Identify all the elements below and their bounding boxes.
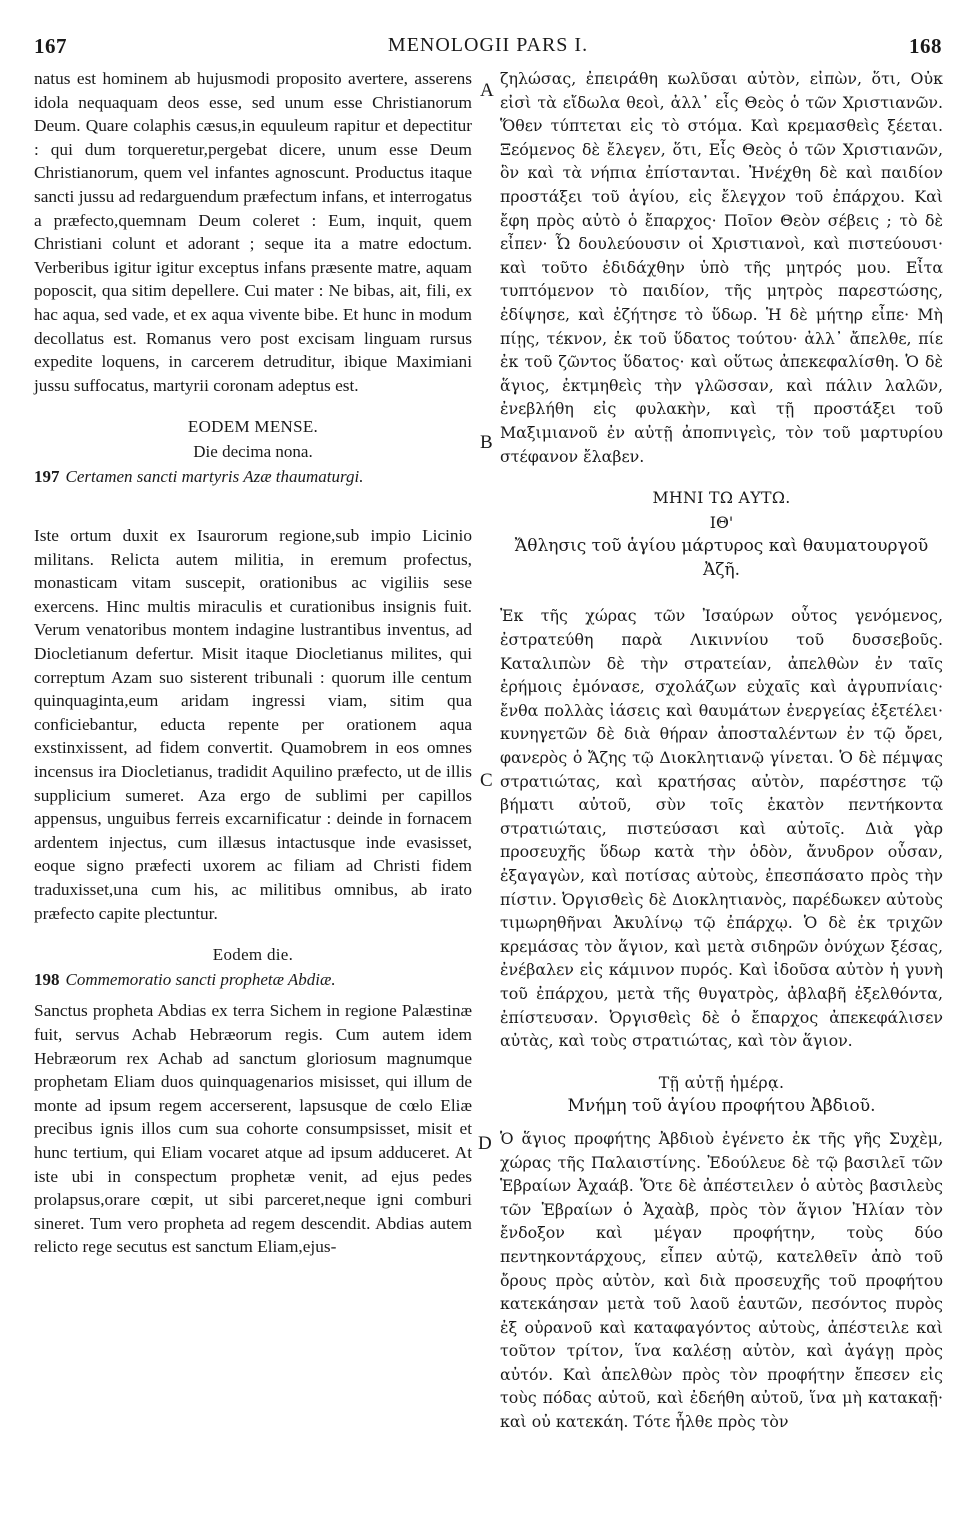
latin-article-198-heading [34, 968, 472, 992]
greek-section-title: ΜΗΝΙ ΤΩ ΑΥΤΩ. [652, 488, 791, 508]
latin-paragraph-1: natus est hominem ab hujusmodi proposito avertere, asserens idola nequaquam deos esse, sed unum esse Christianorum Deum. Quare colaphis cæsus,in equuleum rapitur et depectitur : qui dum torqueretur,pergebat dicere, unum esse Deum Christianorum, quem vel infantes agnoscunt. Productus itaque sancti jussu ad redarguendum præfectum infans, et interrogatus a præfecto,quemnam Deum coleret : Eum, inquit, quem Christiani colunt et adorant ; seque ita a matre edoctum. Verberibus igitur igitur exceptus infans præsente matre, aquam poposcit, qua sitim depellere. Cui mater : Ne bibas, ait, fili, ex hac aqua, sed vade, et ex aqua vivente bibe. Et hunc in modum decollatus est. Romanus vero post excisam linguam rursus expedite loquens, in carcerem detruditur, ibique Maximiani jussu suffocatus, martyrii coronam adeptus est. [34, 69, 472, 395]
latin-section-title: EODEM MENSE. [187, 417, 319, 437]
latin-section-2-title: Eodem die. [212, 945, 294, 965]
margin-letter-c: C [480, 770, 493, 791]
running-head: MENOLOGII PARS I. [387, 34, 589, 56]
article-number: 198 [34, 969, 60, 989]
latin-paragraph-3: Sanctus propheta Abdias ex terra Sichem in regione Palæstinæ fuit, servus Achab Hebræorum regis. Cum autem idem Hebræorum rex Achab ad sanctum gloriosum magnumque prophetam Eliam duos quinquagenarios misisset, qui illum de monte ad ipsum regem accerserent, lapsusque de cœlo Eliæ precibus ignis illos cum sua cohorte consumpsisset, misit et hunc tertium, qui Eliam vocaret atque ad ipsum adduceret. At iste ubi in conspectum prophetæ venit, ad ejus pedes prolapsus,orare cœpit, ut sibi parceret,neque igni comburi sineret. Tum vero propheta ad regem descendit. Abdias autem relicto rege secutus est sanctum Eliam,ejus- [34, 1001, 472, 1257]
page-number-right: 168 [909, 34, 942, 58]
article-title: Commemoratio sancti prophetæ Abdiæ. [65, 969, 336, 989]
latin-column [34, 67, 472, 1259]
article-number: 197 [34, 466, 60, 486]
greek-paragraph-2: Ἐκ τῆς χώρας τῶν Ἰσαύρων οὗτος γενόμενος, ἐστρατεύθη παρὰ Λικιννίου τοῦ δυσσεβοῦς. Καταλιπὼν δὲ τὴν στρατείαν, ἀπελθὼν ἐν ταῖς ἐρήμοις ἐμόνασε, σχολάζων εὐχαῖς καὶ ἀγρυπνίαις· ἔνθα πολλὰς ἰάσεις καὶ θαυμάτων ἐνεργείας ἐξετέλει· κυνηγετῶν δὲ διὰ θήραν ἀποσταλέντων ἐν τῷ ὄρει, φανερὸς ὁ Ἄζης τῷ Διοκλητιανῷ γίνεται. Ὁ δὲ πέμψας στρατιώτας, καὶ κρατήσας αὐτὸν, παρέστησε τῷ βήματι αὐτοῦ, σὺν τοῖς ἑκατὸν πεντήκοντα στρατιώταις, πιστεύσασι καὶ αὐτοῖς. Διὰ γὰρ προσευχῆς ὕδωρ κατὰ τὴν ὁδὸν, ἄνυδρον οὖσαν, ἐξαγαγὼν, καὶ ποτίσας αὐτοὺς, ἐπεσπάσατο πρὸς τὴν πίστιν. Ὀργισθεὶς δὲ Διοκλητιανὸς, παρέδωκεν αὐτοὺς τιμωρηθῆναι Ἀκυλίνῳ τῷ ἐπάρχῳ. Ὁ δὲ ἐκ τριχῶν κρεμάσας τὸν ἅγιον, καὶ μετὰ σιδηρῶν ὀνύχων ξέσας, ἐνέβαλεν εἰς κάμινον πυρός. Καὶ ἰδοῦσα αὐτὸν ἡ γυνὴ τοῦ ἐπάρχου, μετὰ τῆς θυγατρὸς, ἀβλαβῆ ἐξελθόντα, ἐπίστευσαν. Ὀργισθεὶς δὲ ὁ ἔπαρχος ἀπεκεφάλισεν αὐτὰς, καὶ τοὺς στρατιώτας, καὶ τὸν ἅγιον. [500, 606, 943, 1051]
greek-paragraph-3: Ὁ ἅγιος προφήτης Ἀβδιοὺ ἐγένετο ἐκ τῆς γῆς Συχὲμ, χώρας τῆς Παλαιστίνης. Ἐδούλευε δὲ τῷ βασιλεῖ τῶν Ἑβραίων Ἀχαάβ. Ὅτε δὲ ἀπέστειλεν ὁ αὐτὸς βασιλεὺς τῶν Ἑβραίων ὁ Ἀχαὰβ, πρὸς τὸν ἅγιον Ἠλίαν τὸν ἔνδοξον καὶ μέγαν προφήτην, τοὺς δύο πεντηκοντάρχους, εἶπεν αὐτῷ, κατελθεῖν ἀπὸ τοῦ ὄρους πρὸς αὐτὸν, καὶ διὰ προσευχῆς τοῦ προφήτου κατεκάησαν μετὰ τοῦ λαοῦ ἑαυτῶν, πεσόντος πυρὸς ἐξ οὐρανοῦ καὶ καταφαγόντος αὐτοὺς, ἀπέστειλε καὶ τοῦτον τρίτον, ἵνα καλέσῃ αὐτὸν, καὶ ἀγάγῃ πρὸς αὐτόν. Καὶ ἀπελθὼν πρὸς τὸν προφήτην ἔπεσεν εἰς τοὺς πόδας αὐτοῦ, καὶ ἐδεήθη αὐτοῦ, ἵνα μὴ κατακαῇ· καὶ οὐ κατεκάη. Τότε ἦλθε πρὸς τὸν [500, 1128, 943, 1432]
latin-article-197-heading [34, 465, 472, 489]
margin-letter-d: D [478, 1133, 492, 1154]
margin-letter-a: A [480, 80, 494, 101]
greek-paragraph-1: ζηλώσας, ἐπειράθη κωλῦσαι αὐτὸν, εἰπὼν, ὅτι, Οὐκ εἰσὶ τὰ εἴδωλα θεοὶ, ἀλλ᾽ εἷς Θεὸς ὁ τῶν Χριστιανῶν. Ὅθεν τύπτεται εἰς τὸ στόμα. Καὶ κρεμασθεὶς ξέεται. Ξεόμενος δὲ ἔλεγεν, ὅτι, Εἷς Θεὸς ὁ τῶν Χριστιανῶν, ὃν καὶ τὰ νήπια ἐπίστανται. Ἠνέχθη δὲ καὶ παιδίον προστάξει τοῦ ἁγίου, εἰς ἔλεγχον τοῦ ἐπάρχου. Καὶ ἔφη πρὸς αὐτὸ ὁ ἔπαρχος· Ποῖον Θεὸν σέβεις ; τὸ δὲ εἶπεν· Ὦ δουλεύουσιν οἱ Χριστιανοὶ, καὶ πιστεύουσι· καὶ τοῦτο ἐδιδάχθην ὑπὸ τῆς μητρός μου. Εἶτα τυπτόμενον τὸ παιδίον, τῆς μητρὸς παρεστώσης, ἐδίψησε, καὶ ἐζήτησε τὸ ὕδωρ. Ἡ δὲ μήτηρ εἶπε· Μὴ πίῃς, τέκνον, ἐκ τοῦ ὕδατος τούτου· ἀλλ᾽ ἄπελθε, πίε ἐκ τοῦ ζῶντος ὕδατος· καὶ οὕτως ἀπεκεφαλίσθη. Ὁ δὲ ἅγιος, ἐκτμηθεὶς τὴν γλῶσσαν, καὶ πάλιν λαλῶν, ἐνεβλήθη εἰς φυλακὴν, καὶ τῇ προστάξει τοῦ Μαξιμιανοῦ ἐν αὐτῇ ἀποπνιγεὶς, τὸν τοῦ μαρτυρίου στέφανον ἔλαβεν. [500, 69, 943, 466]
page-header [34, 34, 942, 64]
greek-column [500, 67, 943, 1434]
greek-article-197-heading: Ἄθλησις τοῦ ἁγίου μάρτυρος καὶ θαυματουργοῦ Ἀζῆ. [514, 536, 929, 580]
margin-letter-b: B [480, 432, 493, 453]
page-number-left: 167 [34, 34, 67, 58]
greek-section-date: ΙΘ' [709, 512, 734, 532]
greek-section-2-title: Τῇ αὐτῇ ἡμέρᾳ. [658, 1072, 785, 1092]
latin-paragraph-2: Iste ortum duxit ex Isaurorum regione,sub impio Licinio militans. Relicta autem militia, in eremum profectus, monasticam vitam suscepit, orationibus ac vigiliis sese exercens. Hinc multis miraculis et curationibus insignis fuit. Verum venatoribus montem indagine lustrantibus inventus, ad Diocletianum defertur. Misit itaque Diocletianus milites, qui correptum Azam suo sisterent tribunali : quorum ille centum quinquaginta,eum aridam ingressi viam, sitim qua conficiebantur, educta repente per orationem aqua exstinxissent, ad fidem convertit. Quamobrem in eos omnes incensus ira Diocletianus, tradidit Aquilino præfecto, ut de illis supplicium sumeret. Aza ergo de sublimi per capillos appensus, unguibus ferreis excarnificatur : deinde in fornacem ardentem injectus, cum illæsus intactusque inde evasisset, eoque signo præfecti uxorem ac filiam ad Christi fidem traduxisset,una cum his, ac militibus omnibus, ab irato præfecto capite plectuntur. [34, 526, 472, 923]
article-title: Certamen sancti martyris Azæ thaumaturgi. [65, 466, 364, 486]
greek-article-198-heading: Μνήμη τοῦ ἁγίου προφήτου Ἀβδιοῦ. [567, 1096, 876, 1117]
latin-section-date: Die decima nona. [193, 441, 313, 461]
